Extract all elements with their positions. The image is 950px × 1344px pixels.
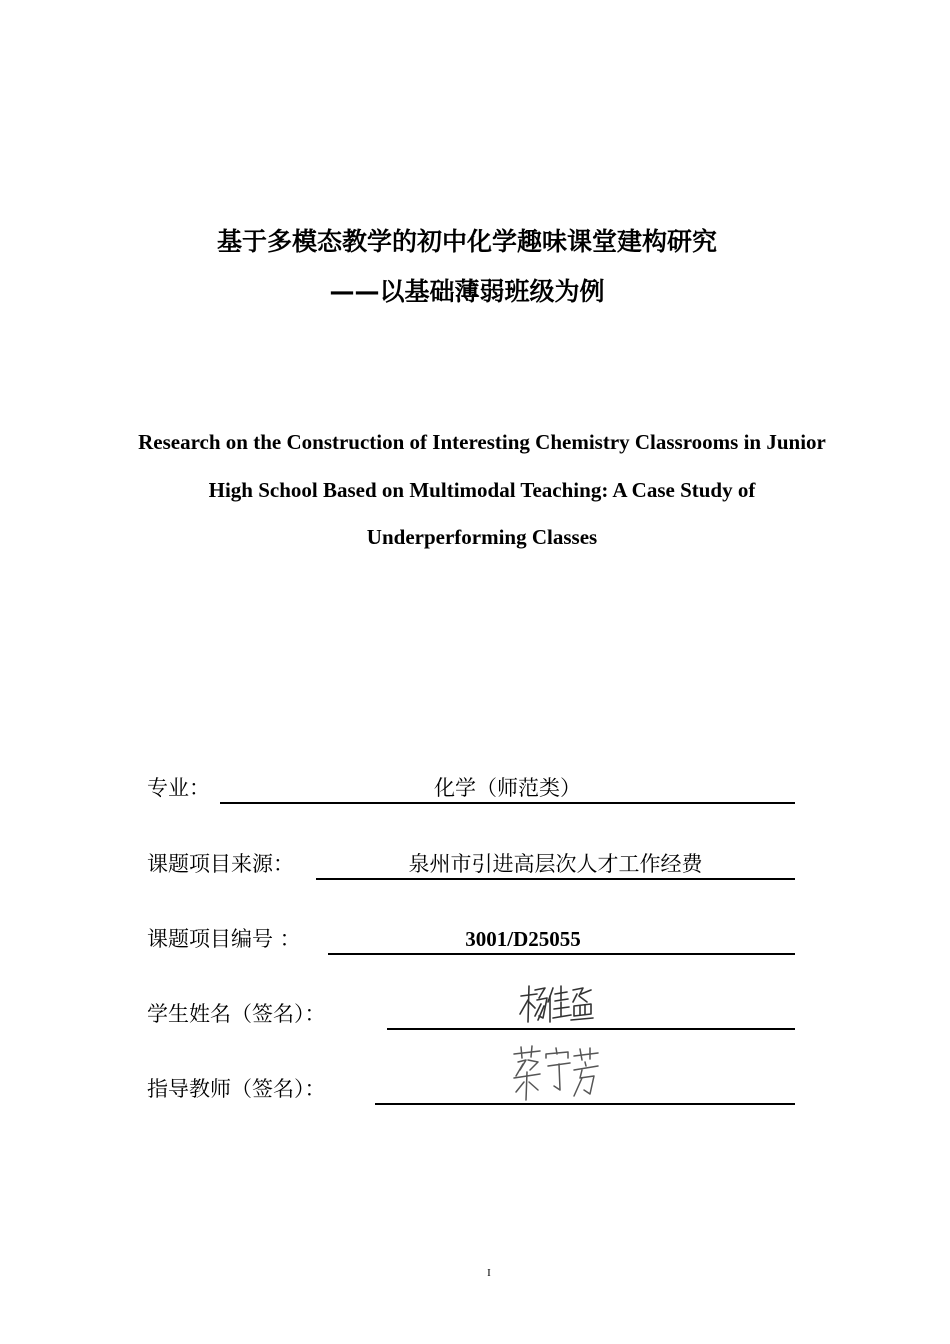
advisor-label: 指导教师（签名）： [147,1077,326,1101]
project-source-value: 泉州市引进高层次人才工作经费 [408,852,703,876]
major-label: 专业： [147,776,210,800]
page-number: I [487,1267,491,1279]
chinese-subtitle: ——以基础薄弱班级为例 [329,277,605,306]
advisor-signature [510,1044,600,1102]
project-number-value: 3001/D25055 [465,927,581,951]
project-number-label: 课题项目编号 ： [147,927,301,951]
major-value: 化学（师范类） [434,776,581,800]
student-name-label: 学生姓名（签名）： [147,1002,326,1026]
chinese-title-line-1: 基于多模态教学的初中化学趣味课堂建构研究 [216,227,717,256]
english-title-line-2: High School Based on Multimodal Teaching: A Case Study of [208,478,756,502]
student-name-underline [387,1028,795,1030]
student-signature [515,982,595,1028]
advisor-underline [375,1103,795,1105]
english-title-line-3: Underperforming Classes [366,525,598,549]
project-source-label: 课题项目来源： [147,852,294,876]
english-title-line-1: Research on the Construction of Interesting Chemistry Classrooms in Junior [138,430,826,454]
